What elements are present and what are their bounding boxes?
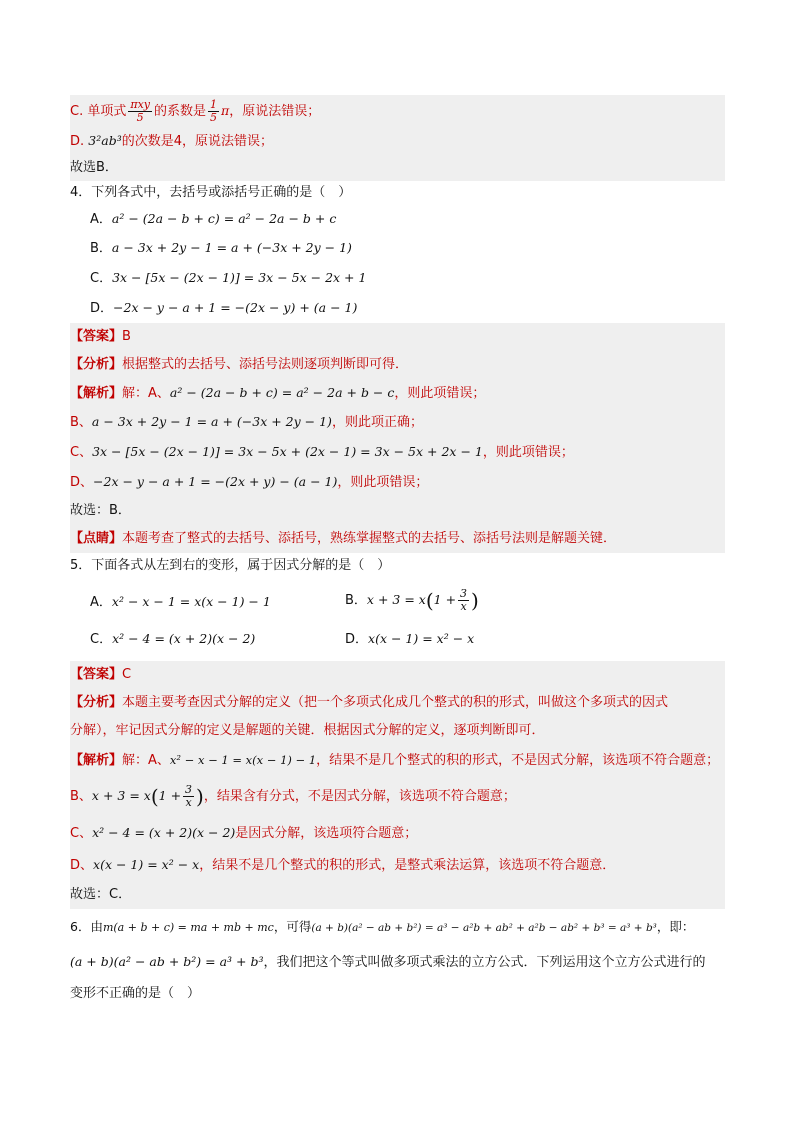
q5-sol-a-suffix: ，结果不是几个整式的积的形式，不是因式分解，该选项不符合题意； xyxy=(316,753,720,768)
q5-answer xyxy=(70,661,725,689)
q5-option-b-rparen: ) xyxy=(471,588,479,612)
q5-sol-d-suffix: ，结果不是几个整式的积的形式，是整式乘法运算，该选项不符合题意． xyxy=(199,858,616,873)
document-page xyxy=(70,95,725,1009)
q5-analysis-tag: 【分析】 xyxy=(70,695,123,710)
q5-options-row-2 xyxy=(70,621,725,653)
q6-line-2-text: ，我们把这个等式叫做多项式乘法的立方公式．下列运用这个立方公式进行的 xyxy=(263,955,706,970)
q4-option-c-expr: 3x − [5x − (2x − 1)] = 3x − 5x − 2x + 1 xyxy=(112,270,367,285)
q5-sol-d-prefix: D、 xyxy=(70,858,94,873)
q4-solution-a xyxy=(70,379,725,407)
q4-option-b-expr: a − 3x + 2y − 1 = a + (−3x + 2y − 1) xyxy=(111,240,352,255)
prev-c-coef-den: 5 xyxy=(210,111,218,124)
q5-option-d-expr: x(x − 1) = x² − x xyxy=(368,630,475,646)
q6-math-2: (a + b)(a² − ab + b²) = a³ − a²b + ab² + a²b − ab² + b³ = a³ + b³ xyxy=(311,922,657,934)
q5-option-b-label: B． xyxy=(345,592,367,608)
q5-options-row-1 xyxy=(70,579,725,621)
q4-comment-text: 本题考查了整式的去括号、添括号，熟练掌握整式的去括号、添括号法则是解题关键． xyxy=(122,531,617,546)
q5-sol-b-prefix: B、 xyxy=(70,789,92,804)
prev-c-prefix: C. 单项式 xyxy=(70,104,127,119)
prev-c-fraction xyxy=(128,99,152,124)
prev-d-prefix: D. xyxy=(70,134,85,149)
q6-line-1 xyxy=(70,909,725,945)
q5-option-a xyxy=(70,591,345,610)
q4-option-b-label: B． xyxy=(90,241,112,256)
prev-d-math: 3²ab³ xyxy=(88,133,122,148)
prev-c-fraction-num: πxy xyxy=(130,98,150,111)
q4-answer xyxy=(70,323,725,351)
q5-option-b-expr-pre: x + 3 = x xyxy=(366,591,426,607)
prev-option-d xyxy=(70,127,725,155)
q5-solution-tag: 【解析】 xyxy=(70,753,123,768)
q4-option-d-expr: −2x − y − a + 1 = −(2x − y) + (a − 1) xyxy=(113,300,358,315)
q5-solution-b xyxy=(70,775,725,817)
q5-sol-b-suffix: ，结果含有分式，不是因式分解，该选项不符合题意； xyxy=(203,789,516,804)
q4-sol-d-math: −2x − y − a + 1 = −(2x + y) − (a − 1) xyxy=(93,474,338,489)
prev-c-pi: π xyxy=(221,103,230,118)
prev-conclusion: 故选B． xyxy=(70,160,118,175)
q4-option-c-label: C． xyxy=(90,271,113,286)
q5-conclusion: 故选：C． xyxy=(70,887,132,902)
q5-option-b xyxy=(345,588,479,613)
q4-option-b xyxy=(70,233,725,263)
q4-option-a-label: A． xyxy=(90,212,112,227)
q4-sol-a-prefix: 解：A、 xyxy=(122,386,170,401)
q4-sol-b-math: a − 3x + 2y − 1 = a + (−3x + 2y − 1) xyxy=(91,414,332,429)
q5-option-c xyxy=(70,628,345,647)
q6-cube-formula: (a + b)(a² − ab + b²) = a³ + b³ xyxy=(70,954,264,969)
q5-sol-b-fraction xyxy=(183,784,194,809)
q4-solution-b xyxy=(70,407,725,437)
q4-sol-a-math: a² − (2a − b + c) = a² − 2a + b − c xyxy=(169,385,395,400)
q4-sol-b-prefix: B、 xyxy=(70,415,92,430)
q5-sol-b-rparen: ) xyxy=(196,784,204,809)
q4-sol-a-suffix: ，则此项错误； xyxy=(394,386,486,401)
q4-solution-d xyxy=(70,467,725,497)
q5-solution-a xyxy=(70,745,725,775)
q5-option-a-label: A． xyxy=(90,594,112,610)
q5-answer-value: C xyxy=(122,667,132,682)
q4-answer-tag: 【答案】 xyxy=(70,329,123,344)
q4-analysis xyxy=(70,351,725,379)
q5-analysis-text-1: 本题主要考查因式分解的定义（把一个多项式化成几个整式的积的形式，叫做这个多项式的因式 xyxy=(122,695,669,710)
q5-sol-b-frac-num: 3 xyxy=(185,783,193,796)
prev-d-suffix: 的次数是4，原说法错误； xyxy=(121,134,274,149)
prev-option-c xyxy=(70,95,725,127)
q5-sol-c-math: x² − 4 = (x + 2)(x − 2) xyxy=(92,825,236,840)
q5-solution-d xyxy=(70,849,725,881)
q4-sol-c-prefix: C、 xyxy=(70,445,93,460)
q4-sol-d-prefix: D、 xyxy=(70,475,94,490)
q5-sol-d-math: x(x − 1) = x² − x xyxy=(93,857,200,872)
q5-sol-b-lparen: ( xyxy=(150,784,159,809)
prev-c-coef-num: 1 xyxy=(210,98,218,111)
q5-sol-a-prefix: 解：A、 xyxy=(122,753,170,768)
q5-option-a-expr: x² − x − 1 = x(x − 1) − 1 xyxy=(111,593,271,609)
q5-sol-b-math-in: 1 + xyxy=(158,788,182,803)
q5-sol-b-frac-den: x xyxy=(185,796,192,809)
q4-comment xyxy=(70,525,725,553)
q5-analysis-line-1 xyxy=(70,689,725,717)
q5-option-b-frac-num: 3 xyxy=(460,586,468,600)
q4-sol-b-suffix: ，则此项正确； xyxy=(331,415,423,430)
prev-solution-block xyxy=(70,95,725,181)
q5-sol-c-prefix: C、 xyxy=(70,826,93,841)
q5-solution-c xyxy=(70,817,725,849)
q4-option-a-expr: a² − (2a − b + c) = a² − 2a − b + c xyxy=(111,211,337,226)
q6-mid: ，可得 xyxy=(273,919,312,934)
q4-option-a xyxy=(70,205,725,233)
q4-solution-c xyxy=(70,437,725,467)
q4-sol-c-math: 3x − [5x − (2x − 1)] = 3x − 5x + (2x − 1) = 3x − 5x + 2x − 1 xyxy=(92,444,483,459)
q5-analysis-line-2: 分解），牢记因式分解的定义是解题的关键．根据因式分解的定义，逐项判断即可． xyxy=(70,723,545,738)
q5-sol-b-math-pre: x + 3 = x xyxy=(91,788,151,803)
q5-option-d-label: D． xyxy=(345,631,369,647)
prev-c-suffix: ，原说法错误； xyxy=(229,104,321,119)
q4-stem: 4．下列各式中，去括号或添括号正确的是（ ） xyxy=(70,185,352,200)
q5-option-b-frac-den: x xyxy=(460,599,467,613)
q4-sol-d-suffix: ，则此项错误； xyxy=(337,475,429,490)
q5-option-b-expr-in: 1 + xyxy=(433,591,457,607)
prev-c-fraction-den: 5 xyxy=(136,111,144,124)
q5-sol-c-suffix: 是因式分解，该选项符合题意； xyxy=(235,826,418,841)
q5-option-b-lparen: ( xyxy=(425,588,434,612)
q4-conclusion: 故选：B． xyxy=(70,503,131,518)
q4-sol-c-suffix: ，则此项错误； xyxy=(482,445,574,460)
q6-line-2 xyxy=(70,945,725,979)
q4-solution-block xyxy=(70,323,725,553)
q5-sol-a-math: x² − x − 1 = x(x − 1) − 1 xyxy=(169,753,317,767)
q6-suffix: ，即： xyxy=(656,919,695,934)
q4-analysis-text: 根据整式的去括号、添括号法则逐项判断即可得． xyxy=(122,357,409,372)
q5-option-b-fraction xyxy=(458,588,469,613)
q6-prefix: 6．由 xyxy=(70,919,103,934)
q4-option-d xyxy=(70,293,725,323)
q4-comment-tag: 【点睛】 xyxy=(70,531,123,546)
q5-solution-block xyxy=(70,661,725,909)
q4-analysis-tag: 【分析】 xyxy=(70,357,123,372)
q4-option-d-label: D． xyxy=(90,301,114,316)
q5-option-c-expr: x² − 4 = (x + 2)(x − 2) xyxy=(112,630,256,646)
q5-answer-tag: 【答案】 xyxy=(70,667,123,682)
q4-answer-value: B xyxy=(122,329,131,344)
q6-math-1: m(a + b + c) = ma + mb + mc xyxy=(102,921,274,934)
q5-option-c-label: C． xyxy=(90,631,113,647)
q5-stem: 5．下面各式从左到右的变形，属于因式分解的是（ ） xyxy=(70,558,391,573)
prev-c-mid: 的系数是 xyxy=(154,104,207,119)
q4-option-c xyxy=(70,263,725,293)
q5-option-d xyxy=(345,628,474,647)
q6-line-3: 变形不正确的是（ ） xyxy=(70,986,201,1001)
q4-solution-tag: 【解析】 xyxy=(70,386,123,401)
prev-c-coef-fraction xyxy=(208,99,219,124)
